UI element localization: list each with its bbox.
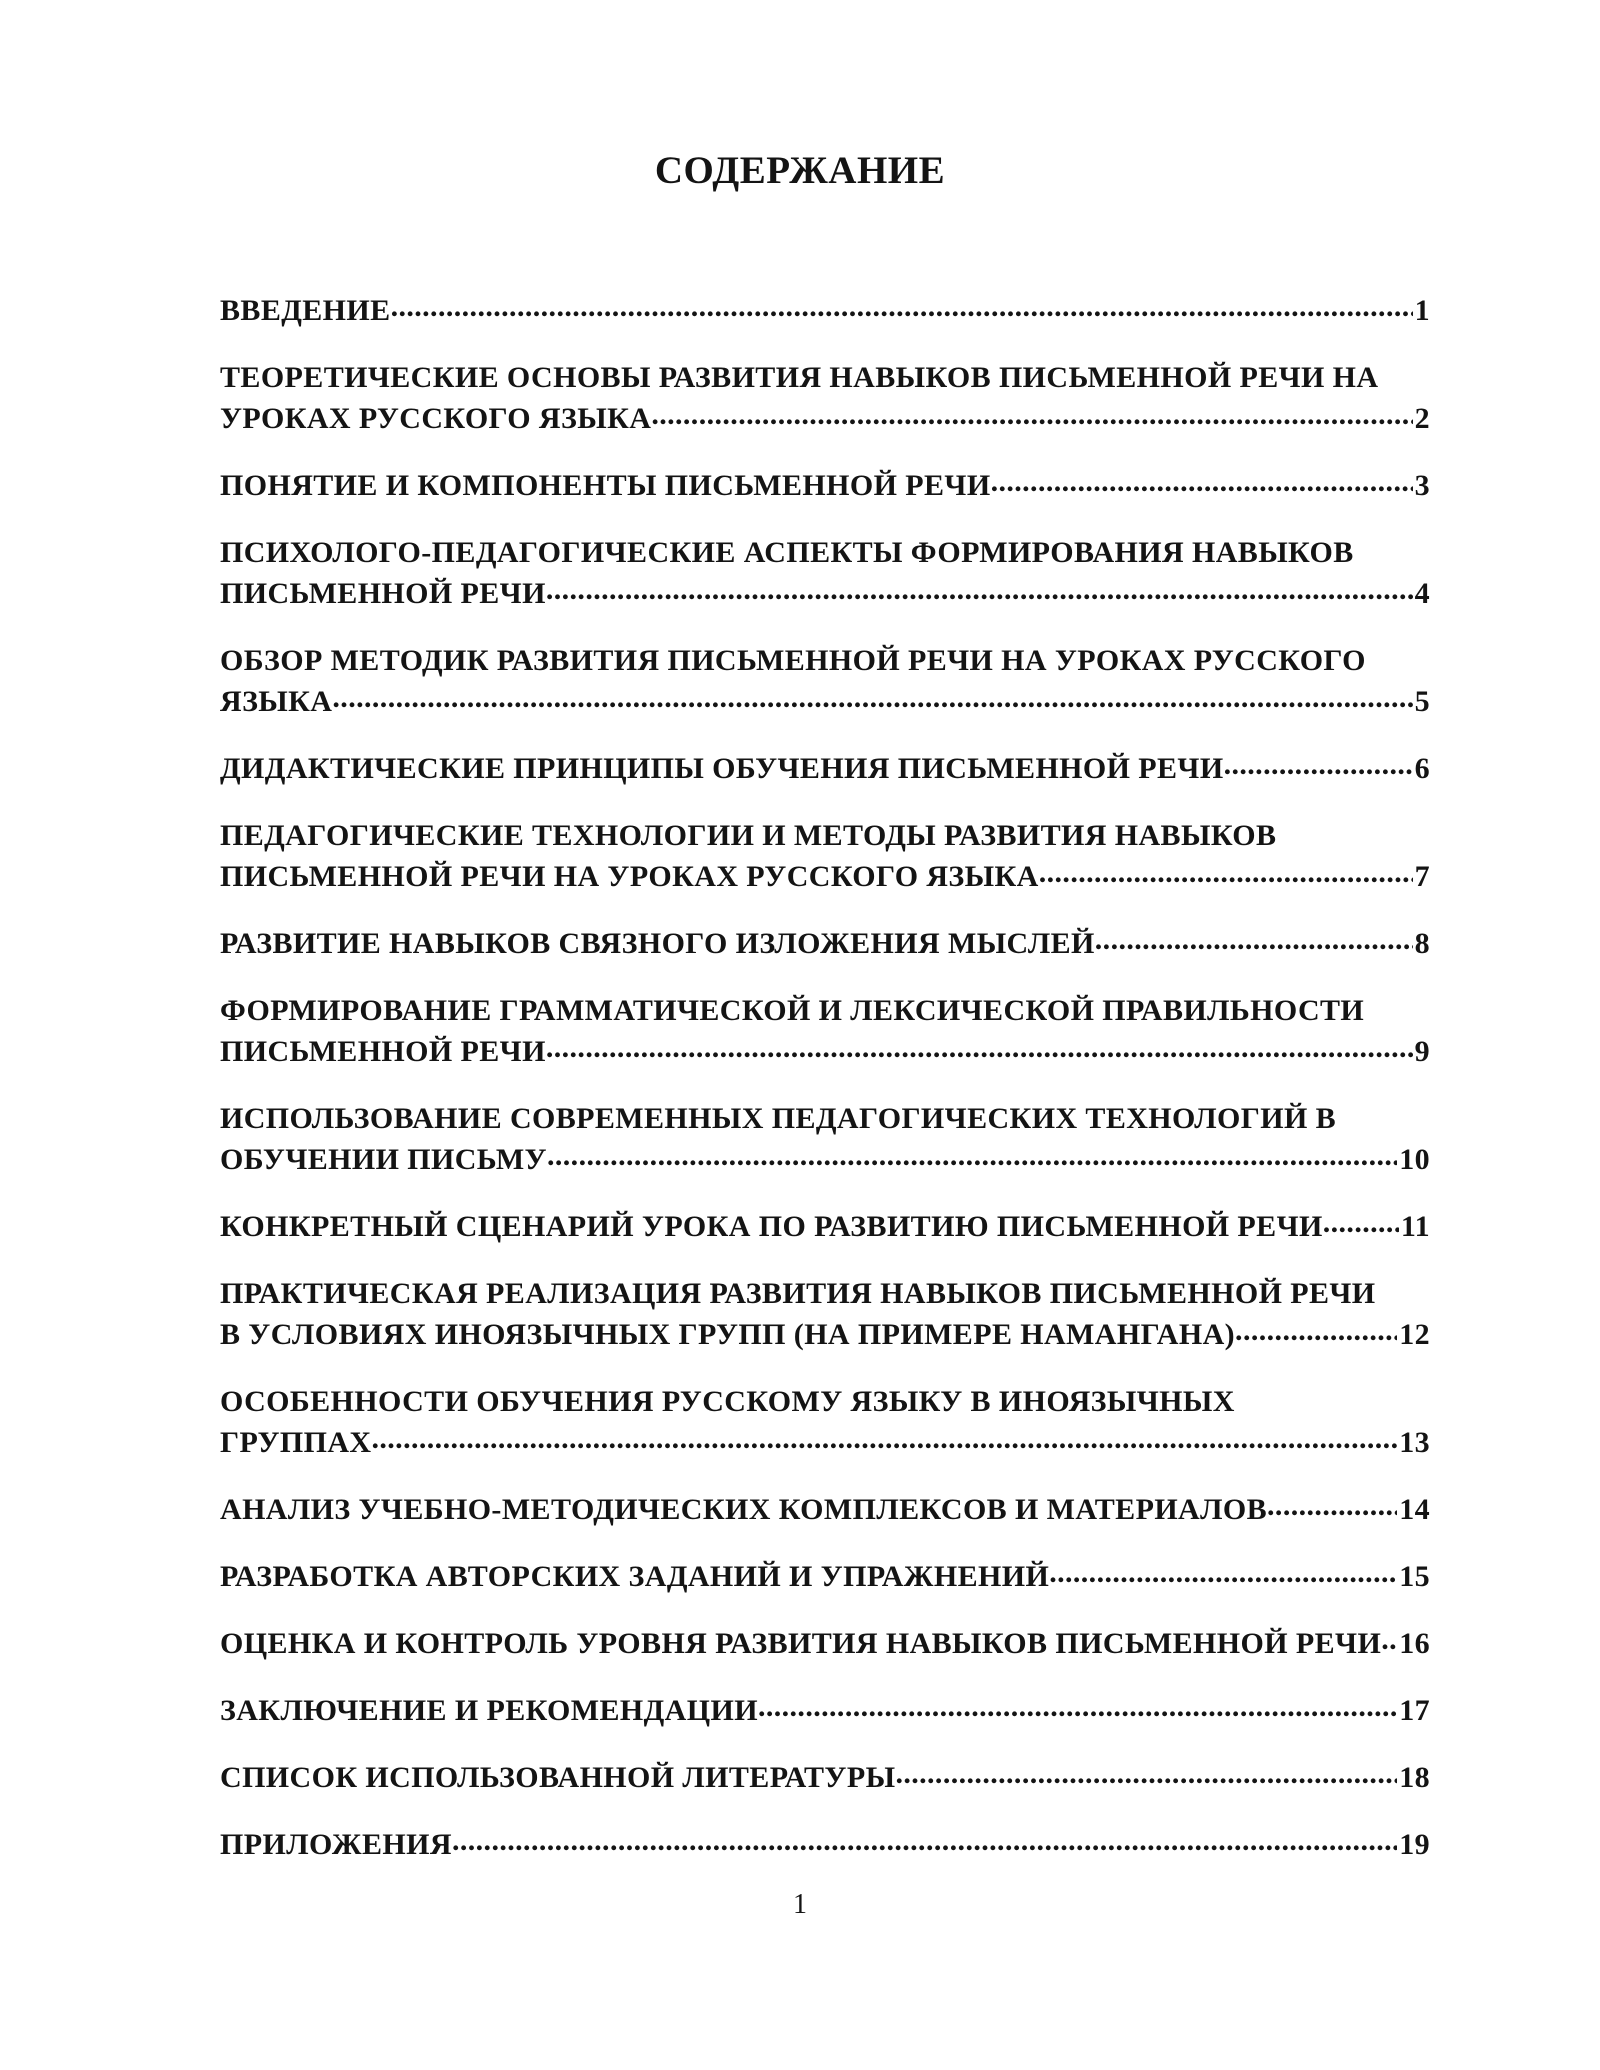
toc-entry-title: РАЗВИТИЕ НАВЫКОВ СВЯЗНОГО ИЗЛОЖЕНИЯ МЫСЛЕЙ ..... [220,927,1095,960]
toc-entry-page: 4 [1413,573,1430,614]
toc-entry-title: ПРИЛОЖЕНИЯ ..... [220,1828,452,1861]
toc-entry-page: 14 [1397,1489,1430,1530]
toc-entry-page: 16 [1397,1623,1430,1664]
toc-entry-title: ИСПОЛЬЗОВАНИЕ СОВРЕМЕННЫХ ПЕДАГОГИЧЕСКИХ ТЕХНОЛОГИЙ В ОБУЧЕНИИ ПИСЬМУ ..... [220,1102,1336,1176]
toc-entry-page: 3 [1413,465,1430,506]
toc-entry[interactable] [220,1098,1430,1180]
toc-entry-title: ТЕОРЕТИЧЕСКИЕ ОСНОВЫ РАЗВИТИЯ НАВЫКОВ ПИСЬМЕННОЙ РЕЧИ НА УРОКАХ РУССКОГО ЯЗЫКА ..... [220,361,1378,435]
toc-entry[interactable] [220,640,1430,722]
toc-entry-title: ПРАКТИЧЕСКАЯ РЕАЛИЗАЦИЯ РАЗВИТИЯ НАВЫКОВ ПИСЬМЕННОЙ РЕЧИ В УСЛОВИЯХ ИНОЯЗЫЧНЫХ ГРУПП (НА ПРИМЕРЕ НАМАНГАНА) ..... [220,1277,1376,1351]
toc-entry-title: ФОРМИРОВАНИЕ ГРАММАТИЧЕСКОЙ И ЛЕКСИЧЕСКОЙ ПРАВИЛЬНОСТИ ПИСЬМЕННОЙ РЕЧИ ..... [220,994,1364,1068]
toc-entry[interactable] [220,1623,1430,1664]
toc-entry-page: 9 [1413,1031,1430,1072]
toc-entry-title: ОБЗОР МЕТОДИК РАЗВИТИЯ ПИСЬМЕННОЙ РЕЧИ НА УРОКАХ РУССКОГО ЯЗЫКА ..... [220,644,1366,718]
toc-entry-title: ПОНЯТИЕ И КОМПОНЕНТЫ ПИСЬМЕННОЙ РЕЧИ ..... [220,469,991,502]
toc-entry-title: ПСИХОЛОГО-ПЕДАГОГИЧЕСКИЕ АСПЕКТЫ ФОРМИРОВАНИЯ НАВЫКОВ ПИСЬМЕННОЙ РЕЧИ ..... [220,536,1354,610]
toc-entry[interactable] [220,1824,1430,1865]
toc-entry[interactable] [220,1206,1430,1247]
toc-entry[interactable] [220,1757,1430,1798]
toc-entry-page: 19 [1397,1824,1430,1865]
toc-entry[interactable] [220,357,1430,439]
toc-entry-page: 2 [1413,398,1430,439]
toc-entry-page: 1 [1413,290,1430,331]
toc-entry[interactable] [220,1381,1430,1463]
toc-entry[interactable] [220,1690,1430,1731]
toc-entry[interactable] [220,290,1430,331]
toc-entry[interactable] [220,990,1430,1072]
toc-entry[interactable] [220,748,1430,789]
footer-page-number: 1 [793,1889,807,1920]
toc-entry-page: 11 [1399,1206,1430,1247]
toc-entry[interactable] [220,465,1430,506]
toc-entry[interactable] [220,1556,1430,1597]
toc-entry-title: ЗАКЛЮЧЕНИЕ И РЕКОМЕНДАЦИИ ..... [220,1694,758,1727]
toc-entry[interactable] [220,532,1430,614]
toc-entry-page: 8 [1413,923,1430,964]
toc-entry-page: 13 [1397,1422,1430,1463]
toc-entry-title: ПЕДАГОГИЧЕСКИЕ ТЕХНОЛОГИИ И МЕТОДЫ РАЗВИТИЯ НАВЫКОВ ПИСЬМЕННОЙ РЕЧИ НА УРОКАХ РУССКОГО ЯЗЫКА ..... [220,819,1276,893]
toc-entry-title: ДИДАКТИЧЕСКИЕ ПРИНЦИПЫ ОБУЧЕНИЯ ПИСЬМЕННОЙ РЕЧИ ..... [220,752,1224,785]
toc-entry[interactable] [220,1273,1430,1355]
table-of-contents [220,290,1430,1865]
toc-entry-page: 18 [1397,1757,1430,1798]
toc-entry-page: 12 [1397,1314,1430,1355]
toc-entry-page: 10 [1397,1139,1430,1180]
toc-entry-page: 5 [1413,681,1430,722]
toc-entry-title: ВВЕДЕНИЕ ..... [220,294,391,327]
toc-entry-title: РАЗРАБОТКА АВТОРСКИХ ЗАДАНИЙ И УПРАЖНЕНИЙ ..... [220,1560,1049,1593]
toc-entry-title: АНАЛИЗ УЧЕБНО-МЕТОДИЧЕСКИХ КОМПЛЕКСОВ И МАТЕРИАЛОВ ..... [220,1493,1267,1526]
toc-entry-page: 15 [1397,1556,1430,1597]
toc-entry-title: ОСОБЕННОСТИ ОБУЧЕНИЯ РУССКОМУ ЯЗЫКУ В ИНОЯЗЫЧНЫХ ГРУППАХ ..... [220,1385,1235,1459]
toc-entry[interactable] [220,1489,1430,1530]
page-title: СОДЕРЖАНИЕ [654,149,946,192]
toc-entry[interactable] [220,923,1430,964]
toc-entry-title: СПИСОК ИСПОЛЬЗОВАННОЙ ЛИТЕРАТУРЫ ..... [220,1761,895,1794]
toc-entry-page: 6 [1413,748,1430,789]
toc-entry-title: КОНКРЕТНЫЙ СЦЕНАРИЙ УРОКА ПО РАЗВИТИЮ ПИСЬМЕННОЙ РЕЧИ ..... [220,1210,1323,1243]
toc-entry[interactable] [220,815,1430,897]
toc-entry-page: 7 [1413,856,1430,897]
toc-entry-page: 17 [1397,1690,1430,1731]
toc-entry-title: ОЦЕНКА И КОНТРОЛЬ УРОВНЯ РАЗВИТИЯ НАВЫКОВ ПИСЬМЕННОЙ РЕЧИ ..... [220,1627,1381,1660]
